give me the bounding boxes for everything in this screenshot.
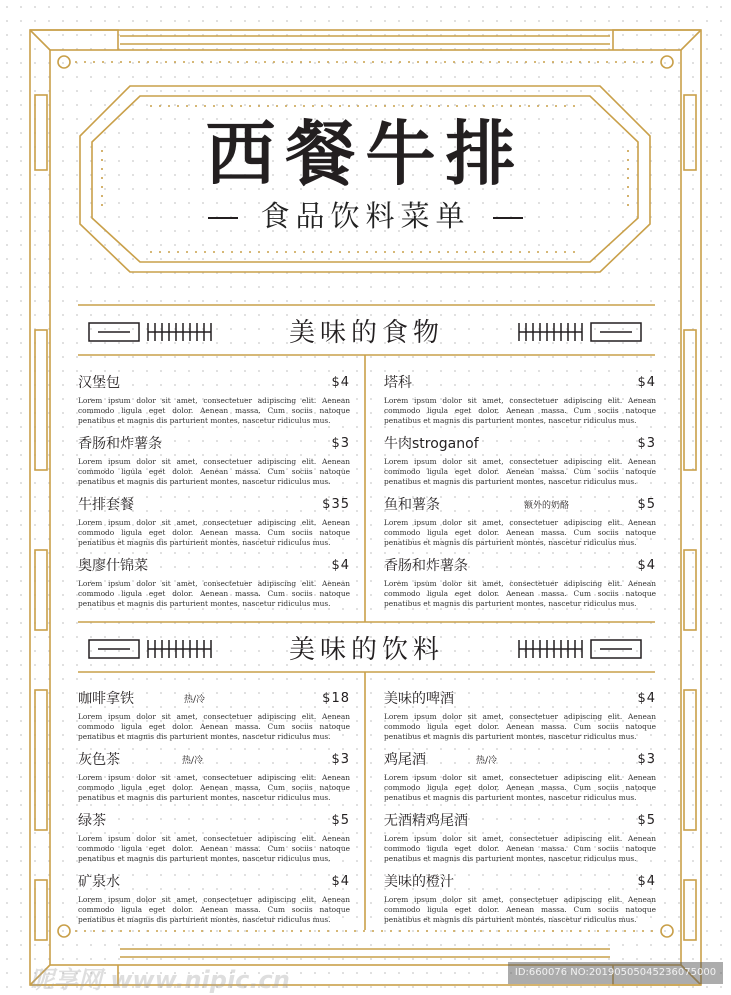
item-price: $35 bbox=[322, 497, 350, 512]
ornament-left bbox=[88, 638, 218, 662]
item-name: 绿茶 bbox=[78, 813, 106, 829]
item-name: 矿泉水 bbox=[78, 874, 120, 890]
food-column-left bbox=[78, 373, 350, 617]
item-name: 灰色茶 bbox=[78, 752, 120, 768]
item-price: $4 bbox=[637, 874, 656, 889]
item-price: $4 bbox=[331, 558, 350, 573]
menu-item bbox=[78, 750, 350, 811]
item-name: 牛排套餐 bbox=[78, 497, 134, 513]
item-name: 鱼和薯条 bbox=[384, 497, 440, 513]
item-description: Lorem ipsum dolor sit amet, consectetuer adipiscing elit. Aenean commodo ligula eget dolor. Aenean massa. Cum sociis natoque penatibus et magnis dis parturient montes, nascetur ridiculus mus. bbox=[78, 895, 350, 924]
menu-item bbox=[384, 750, 656, 811]
item-name: 咖啡拿铁 bbox=[78, 691, 134, 707]
item-name: 塔科 bbox=[384, 375, 412, 391]
item-description: Lorem ipsum dolor sit amet, consectetuer adipiscing elit. Aenean commodo ligula eget dolor. Aenean massa. Cum sociis natoque penatibus et magnis dis parturient montes, nascetur ridiculus mus. bbox=[78, 834, 350, 863]
item-price: $5 bbox=[331, 813, 350, 828]
drinks-column-left bbox=[78, 689, 350, 933]
item-description: Lorem ipsum dolor sit amet, consectetuer adipiscing elit. Aenean commodo ligula eget dolor. Aenean massa. Cum sociis natoque penatibus et magnis dis parturient montes, nascetur ridiculus mus. bbox=[384, 834, 656, 863]
menu-subtitle-row bbox=[0, 198, 731, 234]
item-name: 无酒精鸡尾酒 bbox=[384, 813, 468, 829]
item-description: Lorem ipsum dolor sit amet, consectetuer adipiscing elit. Aenean commodo ligula eget dolor. Aenean massa. Cum sociis natoque penatibus et magnis dis parturient montes, nascetur ridiculus mus. bbox=[384, 773, 656, 802]
image-id-badge: ID:660076 NO:20190505045236075000 bbox=[508, 962, 723, 984]
item-name: 美味的橙汁 bbox=[384, 874, 454, 890]
item-price: $3 bbox=[637, 436, 656, 451]
ornament-right bbox=[513, 638, 643, 662]
menu-item bbox=[384, 373, 656, 434]
item-description: Lorem ipsum dolor sit amet, consectetuer adipiscing elit. Aenean commodo ligula eget dolor. Aenean massa. Cum sociis natoque penatibus et magnis dis parturient montes, nascetur ridiculus mus. bbox=[384, 396, 656, 425]
item-description: Lorem ipsum dolor sit amet, consectetuer adipiscing elit. Aenean commodo ligula eget dolor. Aenean massa. Cum sociis natoque penatibus et magnis dis parturient montes, nascetur ridiculus mus. bbox=[78, 518, 350, 547]
item-note: 额外的奶酪 bbox=[524, 501, 570, 511]
item-price: $4 bbox=[637, 691, 656, 706]
food-column-right bbox=[384, 373, 656, 617]
item-description: Lorem ipsum dolor sit amet, consectetuer adipiscing elit. Aenean commodo ligula eget dolor. Aenean massa. Cum sociis natoque penatibus et magnis dis parturient montes, nascetur ridiculus mus. bbox=[78, 773, 350, 802]
menu-item bbox=[78, 689, 350, 750]
drinks-column-right bbox=[384, 689, 656, 933]
item-price: $5 bbox=[637, 497, 656, 512]
item-price: $4 bbox=[331, 375, 350, 390]
item-price: $3 bbox=[331, 752, 350, 767]
section-title: 美味的饮料 bbox=[288, 635, 444, 665]
item-note: 热/冷 bbox=[476, 756, 498, 766]
section-heading-food bbox=[78, 303, 655, 363]
item-note: 热/冷 bbox=[182, 756, 204, 766]
item-price: $3 bbox=[331, 436, 350, 451]
menu-item bbox=[78, 495, 350, 556]
item-name: 香肠和炸薯条 bbox=[78, 436, 162, 452]
item-name: 牛肉stroganof bbox=[384, 436, 479, 452]
item-note: 热/冷 bbox=[184, 695, 206, 705]
watermark: 昵享网 www.nipic.cn bbox=[30, 966, 290, 994]
item-description: Lorem ipsum dolor sit amet, consectetuer adipiscing elit. Aenean commodo ligula eget dolor. Aenean massa. Cum sociis natoque penatibus et magnis dis parturient montes, nascetur ridiculus mus. bbox=[78, 457, 350, 486]
section-heading-drinks bbox=[78, 620, 655, 680]
item-name: 汉堡包 bbox=[78, 375, 120, 391]
item-description: Lorem ipsum dolor sit amet, consectetuer adipiscing elit. Aenean commodo ligula eget dolor. Aenean massa. Cum sociis natoque penatibus et magnis dis parturient montes, nascetur ridiculus mus. bbox=[384, 457, 656, 486]
menu-item bbox=[78, 811, 350, 872]
item-name: 美味的啤酒 bbox=[384, 691, 454, 707]
menu-item bbox=[384, 434, 656, 495]
section-title: 美味的食物 bbox=[288, 318, 444, 348]
menu-item bbox=[78, 872, 350, 933]
item-price: $18 bbox=[322, 691, 350, 706]
item-description: Lorem ipsum dolor sit amet, consectetuer adipiscing elit. Aenean commodo ligula eget dolor. Aenean massa. Cum sociis natoque penatibus et magnis dis parturient montes, nascetur ridiculus mus. bbox=[384, 712, 656, 741]
item-name: 奥廖什锦菜 bbox=[78, 558, 148, 574]
menu-item bbox=[384, 872, 656, 933]
menu-item bbox=[78, 556, 350, 617]
item-description: Lorem ipsum dolor sit amet, consectetuer adipiscing elit. Aenean commodo ligula eget dolor. Aenean massa. Cum sociis natoque penatibus et magnis dis parturient montes, nascetur ridiculus mus. bbox=[78, 579, 350, 608]
item-description: Lorem ipsum dolor sit amet, consectetuer adipiscing elit. Aenean commodo ligula eget dolor. Aenean massa. Cum sociis natoque penatibus et magnis dis parturient montes, nascetur ridiculus mus. bbox=[78, 396, 350, 425]
item-name: 鸡尾酒 bbox=[384, 752, 426, 768]
dash-left bbox=[208, 217, 238, 219]
item-price: $4 bbox=[637, 375, 656, 390]
menu-item bbox=[384, 811, 656, 872]
item-price: $3 bbox=[637, 752, 656, 767]
menu-subtitle: 食品饮料菜单 bbox=[260, 199, 471, 233]
item-description: Lorem ipsum dolor sit amet, consectetuer adipiscing elit. Aenean commodo ligula eget dolor. Aenean massa. Cum sociis natoque penatibus et magnis dis parturient montes, nascetur ridiculus mus. bbox=[384, 518, 656, 547]
menu-item bbox=[78, 373, 350, 434]
ornament-right bbox=[513, 321, 643, 345]
item-description: Lorem ipsum dolor sit amet, consectetuer adipiscing elit. Aenean commodo ligula eget dolor. Aenean massa. Cum sociis natoque penatibus et magnis dis parturient montes, nascetur ridiculus mus. bbox=[384, 579, 656, 608]
item-price: $4 bbox=[331, 874, 350, 889]
item-description: Lorem ipsum dolor sit amet, consectetuer adipiscing elit. Aenean commodo ligula eget dolor. Aenean massa. Cum sociis natoque penatibus et magnis dis parturient montes, nascetur ridiculus mus. bbox=[384, 895, 656, 924]
menu-item bbox=[78, 434, 350, 495]
dash-right bbox=[493, 217, 523, 219]
menu-item bbox=[384, 556, 656, 617]
item-description: Lorem ipsum dolor sit amet, consectetuer adipiscing elit. Aenean commodo ligula eget dolor. Aenean massa. Cum sociis natoque penatibus et magnis dis parturient montes, nascetur ridiculus mus. bbox=[78, 712, 350, 741]
ornament-left bbox=[88, 321, 218, 345]
menu-item bbox=[384, 495, 656, 556]
item-name: 香肠和炸薯条 bbox=[384, 558, 468, 574]
item-price: $5 bbox=[637, 813, 656, 828]
menu-title: 西餐牛排 bbox=[205, 113, 526, 195]
menu-item bbox=[384, 689, 656, 750]
item-price: $4 bbox=[637, 558, 656, 573]
